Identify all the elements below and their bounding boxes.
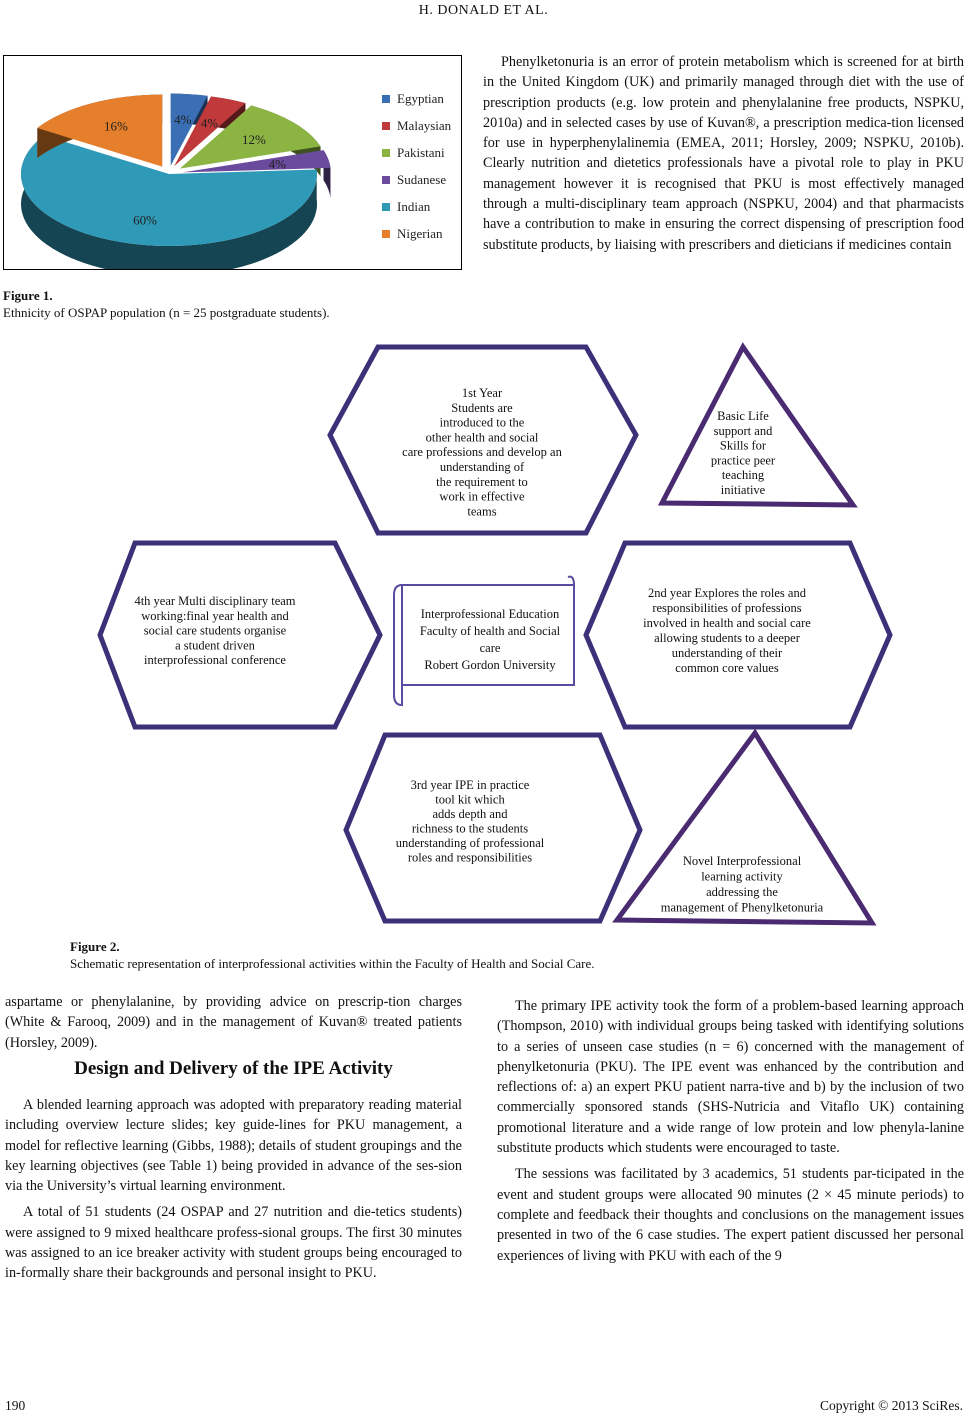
diagram-text-year3: richness to the students — [411, 821, 529, 836]
legend-swatch — [382, 176, 390, 184]
pie-data-label: 4% — [268, 156, 286, 172]
paragraph: A blended learning approach was adopted with preparatory reading material including overview lecture slides; key guide-lines for PKU management, a model for reflective learning (Gibbs, 1988); details of student groupings and the key learning objectives (see Table 1) being provided in advance of the ses-sion via the University’s virtual learning environment. — [5, 1097, 462, 1195]
figure-2-caption — [70, 938, 595, 972]
diagram-text-basic_life: support and — [713, 423, 773, 438]
legend-label: Nigerian — [397, 226, 443, 241]
legend-label: Sudanese — [397, 172, 447, 187]
diagram-text-year1: understanding of — [439, 460, 525, 474]
pie-data-label: 16% — [103, 118, 128, 134]
diagram-text-year1: care professions and develop an — [402, 445, 562, 460]
right-column-bottom — [497, 996, 964, 1266]
page-number: 190 — [5, 1398, 26, 1413]
pie-data-label: 12% — [241, 131, 266, 147]
diagram-text-year1: Students are — [451, 400, 513, 415]
figure-1-pie-chart — [3, 55, 462, 270]
pie-slice-indian — [21, 135, 317, 269]
diagram-text-year3: understanding of professional — [395, 836, 545, 850]
diagram-text-year2: involved in health and social care — [643, 616, 811, 630]
section-heading: Design and Delivery of the IPE Activity — [74, 1058, 393, 1079]
diagram-text-novel: learning activity — [701, 869, 783, 884]
diagram-text-year3: tool kit which — [435, 792, 505, 807]
diagram-text-year3: adds depth and — [432, 807, 508, 821]
diagram-text-year3: roles and responsibilities — [407, 850, 533, 865]
legend-swatch — [382, 122, 390, 130]
figure-1-caption-text: Ethnicity of OSPAP population (n = 25 postgraduate students). — [3, 305, 330, 320]
figure-1-label: Figure 1. — [3, 288, 53, 303]
diagram-text-center: Interprofessional Education — [420, 607, 560, 621]
paragraph: aspartame or phenylalanine, by providing advice on prescrip-tion charges (White & Farooq, 2009) and in the management of Kuvan® treated patients (Horsley, 2009). — [5, 994, 462, 1051]
diagram-text-novel: addressing the — [706, 885, 778, 899]
figure-2-diagram — [0, 335, 967, 935]
copyright: Copyright © 2013 SciRes. — [819, 1398, 963, 1413]
diagram-text-year4: 4th year Multi disciplinary team — [134, 594, 296, 608]
legend-swatch — [382, 95, 390, 103]
diagram-text-basic_life: Skills for — [719, 438, 767, 453]
legend-swatch — [382, 230, 390, 238]
diagram-text-basic_life: initiative — [720, 483, 766, 497]
diagram-text-center: Faculty of health and Social — [419, 624, 561, 638]
diagram-text-center: Robert Gordon University — [424, 658, 556, 672]
paragraph: The primary IPE activity took the form of a problem-based learning approach (Thompson, 2010) with individual groups being tasked with identifying solutions to a series of unseen case studies (n = 6) concerned with the management of phenylketonuria (PKU). The IPE event was enhanced by the contribution and reflections of: a) an expert PKU patient narra-tive and b) by the inclusion of two commercially sponsored stands (SHS-Nutricia and Vitaflo UK) containing promotional literature and a wide range of low protein and low phenyla-lanine substitute products which students were encouraged to taste. — [497, 998, 964, 1157]
pie-data-label: 60% — [133, 212, 157, 228]
diagram-text-year2: 2nd year Explores the roles and — [648, 586, 806, 600]
diagram-text-year1: work in effective — [439, 489, 525, 504]
diagram-text-year3: 3rd year IPE in practice — [410, 778, 530, 792]
diagram-text-year4: interprofessional conference — [144, 653, 286, 668]
pie-data-label: 4% — [200, 115, 219, 131]
figure-1-caption — [3, 287, 330, 321]
diagram-text-year4: a student driven — [175, 638, 255, 653]
paragraph: Phenylketonuria is an error of protein metabolism which is screened for at birth in the United Kingdom (UK) and primarily managed through diet with the use of prescription products (e.g. low protein and phenylalanine free products, NSPKU, 2010a) and in selected cases by use of Kuvan®, a prescription medica-tion licensed for use in hyperphenylalinemia (EMEA, 2011; Horsley, 2009; NSPKU, 2010b). Clearly nutrition and dietetics professionals have a pivotal role to play in PKU management however it is recognised that PKU is most effectively managed through a multi-disciplinary team approach (NSPKU, 2004) and that pharmacists have a contribution to make in ensuring the correct dispensing of prescription food substitute products, by liaising with prescribers and dieticians if medicines contain — [483, 54, 964, 253]
legend-swatch — [382, 149, 390, 157]
left-column-bottom — [5, 992, 462, 1053]
diagram-text-center: care — [479, 641, 501, 655]
diagram-text-year2: allowing students to a deeper — [654, 631, 800, 645]
diagram-text-year1: teams — [467, 504, 497, 519]
paragraph: A total of 51 students (24 OSPAP and 27 nutrition and die-tetics students) were assigned to 9 mixed healthcare profess-sional groups. The first 30 minutes was assigned to an ice breaker activity with student groups being encouraged to in-formally share their backgrounds and personal insight to PKU. — [5, 1204, 462, 1282]
left-column-bottom-2 — [5, 1095, 462, 1284]
diagram-text-basic_life: Basic Life — [717, 409, 769, 423]
diagram-text-basic_life: teaching — [721, 468, 765, 483]
legend-label: Egyptian — [397, 91, 444, 106]
diagram-text-year1: introduced to the — [439, 415, 525, 430]
diagram-text-year2: understanding of their — [671, 646, 783, 660]
running-header: H. DONALD ET AL. — [418, 3, 549, 18]
diagram-text-year4: working:final year health and — [141, 608, 289, 623]
paragraph: The sessions was facilitated by 3 academics, 51 students par-ticipated in the event and student groups were allocated 90 minutes (2 × 45 minute periods) to complete and feedback their thoughts and conclusions on the management issues presented in two of the 6 case studies. The expert patient discussed her personal experiences of living with PKU with each of the 9 — [497, 1166, 964, 1264]
diagram-text-novel: management of Phenylketonuria — [660, 900, 824, 915]
diagram-text-year2: responsibilities of professions — [652, 601, 802, 615]
pie-data-label: 4% — [174, 112, 192, 128]
pie-chart-svg — [4, 56, 461, 269]
legend-label: Malaysian — [397, 118, 452, 133]
diagram-text-novel: Novel Interprofessional — [682, 854, 802, 868]
figure-2-caption-text: Schematic representation of interprofessional activities within the Faculty of Health and Social Care. — [70, 956, 595, 971]
legend-label: Pakistani — [397, 145, 445, 160]
figure-2-label: Figure 2. — [70, 939, 120, 954]
legend-label: Indian — [397, 199, 431, 214]
right-column-top — [483, 52, 964, 255]
diagram-text-year2: common core values — [675, 661, 779, 675]
diagram-text-year1: 1st Year — [461, 386, 503, 400]
legend-swatch — [382, 203, 390, 211]
diagram-text-year1: the requirement to — [436, 474, 528, 489]
diagram-text-year1: other health and social — [425, 430, 539, 445]
diagram-text-year4: social care students organise — [143, 623, 287, 638]
diagram-text-basic_life: practice peer — [710, 453, 776, 468]
